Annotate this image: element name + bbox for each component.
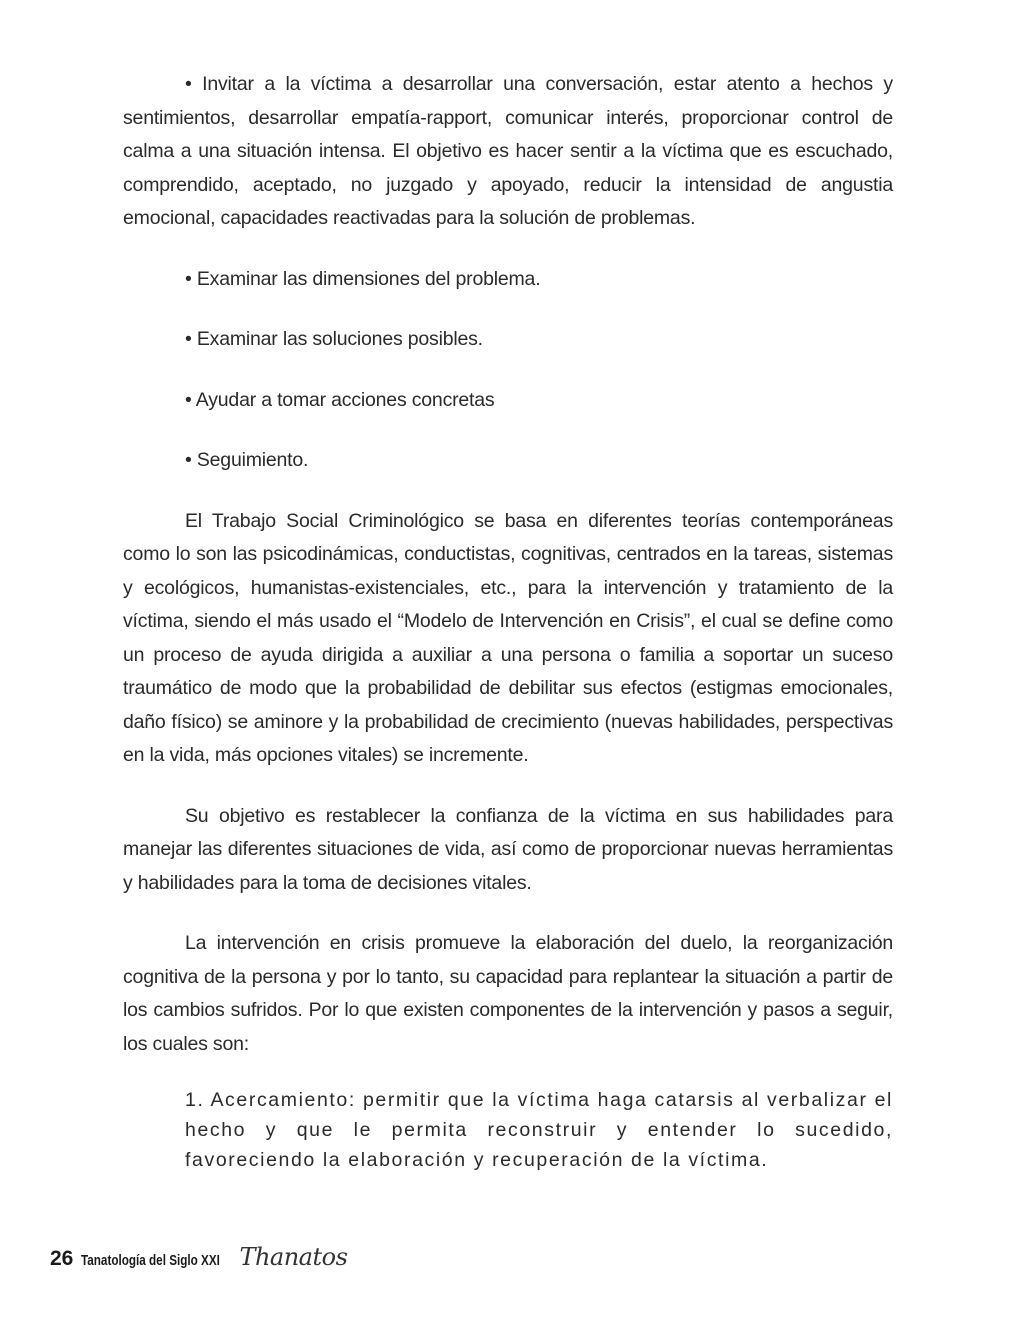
bullet-examinar-soluciones: • Examinar las soluciones posibles. [185,328,483,350]
thanatos-logo: Thanatos [239,1243,348,1271]
paragraph-trabajo-social: El Trabajo Social Criminológico se basa en diferentes teorías contemporáneas como lo son las psicodinámicas, conductistas, cognitivas, centrados en la tareas, sistemas y ecológicos, humanistas-existenciales, etc., para la intervención y tratamiento de la víctima, siendo el más usado el “Modelo de Intervención en Crisis”, el cual se define como un proceso de ayuda dirigida a auxiliar a una persona o familia a soportar un suceso traumático de modo que la probabilidad de debilitar sus efectos (estigmas emocionales, daño físico) se aminore y la probabilidad de crecimiento (nuevas habilidades, perspectivas en la vida, más opciones vitales) se incremente. [123,509,893,766]
numbered-item-acercamiento: 1. Acercamiento: permitir que la víctima haga catarsis al verbalizar el hecho y que le permita reconstruir y entender lo sucedido, favoreciendo la elaboración y recuperación de la víctima. [185,1089,893,1171]
paragraph-intervencion-crisis: La intervención en crisis promueve la elaboración del duelo, la reorganización cognitiva de la persona y por lo tanto, su capacidad para replantear la situación a partir de los cambios sufridos. Por lo que existen componentes de la intervención y pasos a seguir, los cuales son: [123,932,893,1055]
bullet-seguimiento: • Seguimiento. [185,449,309,471]
paragraph-objetivo: Su objetivo es restablecer la confianza de la víctima en sus habilidades para manejar las diferentes situaciones de vida, así como de proporcionar nuevas herramientas y habilidades para la toma de decisiones vitales. [123,804,893,894]
page-body [123,68,893,1175]
page-footer [50,1243,347,1279]
bullet-invitar: • Invitar a la víctima a desarrollar una conversación, estar atento a hechos y sentimientos, desarrollar empatía-rapport, comunicar interés, proporcionar control de calma a una situación intensa. El objetivo es hacer sentir a la víctima que es escuchado, comprendido, aceptado, no juzgado y apoyado, reducir la intensidad de angustia emocional, capacidades reactivadas para la solución de problemas. [123,73,893,229]
bullet-ayudar-acciones: • Ayudar a tomar acciones concretas [185,388,495,411]
page-number: 26 [50,1247,74,1270]
journal-title: Tanatología del Siglo XXI [81,1252,221,1269]
bullet-examinar-dimensiones: • Examinar las dimensiones del problema. [185,267,541,290]
